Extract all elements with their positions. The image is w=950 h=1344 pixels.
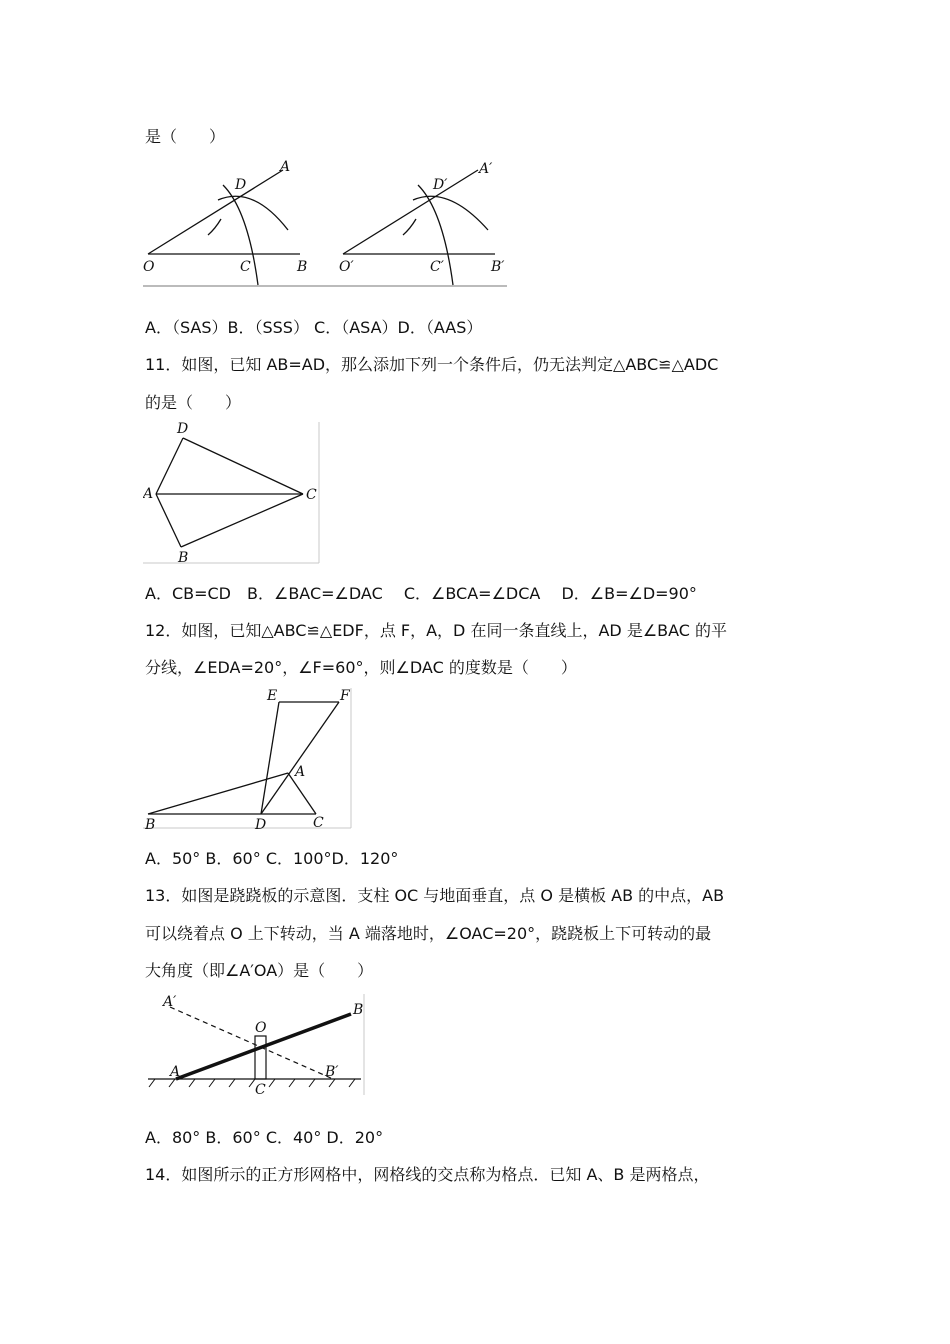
label-O-prime: O′ [339, 259, 354, 275]
label-E: E [267, 688, 278, 704]
label-D: D [255, 817, 267, 832]
q11-stem-line1: 11．如图，已知 AB=AD，那么添加下列一个条件后，仍无法判定△ABC≌△ADC [145, 355, 719, 374]
label-O: O [143, 259, 155, 275]
label-C: C [240, 259, 251, 275]
label-D-prime: D′ [433, 177, 448, 193]
q13-stem-line2: 可以绕着点 O 上下转动，当 A 端落地时，∠OAC=20°，跷跷板上下可转动的最 [145, 924, 712, 943]
q10-options: A．（SAS）B．（SSS） C．（ASA）D．（AAS） [145, 318, 483, 337]
label-A-prime: A′ [479, 161, 493, 177]
q12-figure [143, 686, 355, 832]
label-A: A [143, 486, 154, 502]
q13-options: A．80° B．60° C．40° D．20° [145, 1128, 384, 1147]
label-D: D [177, 421, 189, 437]
label-C: C [255, 1082, 266, 1098]
label-F: F [340, 688, 350, 704]
q12-stem-line2: 分线，∠EDA=20°，∠F=60°，则∠DAC 的度数是（ ） [145, 658, 577, 677]
q14-stem-line1: 14．如图所示的正方形网格中，网格线的交点称为格点．已知 A、B 是两格点， [145, 1165, 710, 1184]
label-O: O [255, 1020, 267, 1036]
label-B-prime: B′ [491, 259, 505, 275]
label-A: A [280, 159, 291, 175]
label-B: B [145, 817, 156, 832]
label-A: A [170, 1064, 181, 1080]
label-D: D [235, 177, 247, 193]
label-B: B [297, 259, 308, 275]
q10-figure [143, 155, 513, 290]
q11-stem-line2: 的是（ ） [145, 393, 242, 412]
label-B-prime: B′ [325, 1064, 339, 1080]
label-B: B [178, 550, 189, 566]
label-B: B [353, 1002, 364, 1018]
label-A: A [295, 764, 306, 780]
q13-stem-line1: 13．如图是跷跷板的示意图．支柱 OC 与地面垂直，点 O 是横板 AB 的中点，AB [145, 886, 725, 905]
q11-options: A．CB=CD B．∠BAC=∠DAC C．∠BCA=∠DCA D．∠B=∠D=90° [145, 584, 697, 603]
q13-figure [143, 992, 368, 1098]
label-C-prime: C′ [430, 259, 444, 275]
q13-stem-line3: 大角度（即∠A′OA）是（ ） [145, 961, 374, 980]
q10-stem-tail: 是（ ） [145, 127, 226, 146]
q12-stem-line1: 12．如图，已知△ABC≌△EDF，点 F，A，D 在同一条直线上，AD 是∠BAC 的平 [145, 621, 728, 640]
q11-figure [143, 420, 323, 566]
q12-options: A．50° B．60° C．100°D．120° [145, 849, 399, 868]
label-A-prime: A′ [163, 994, 177, 1010]
label-C: C [306, 487, 317, 503]
label-C: C [313, 815, 324, 831]
